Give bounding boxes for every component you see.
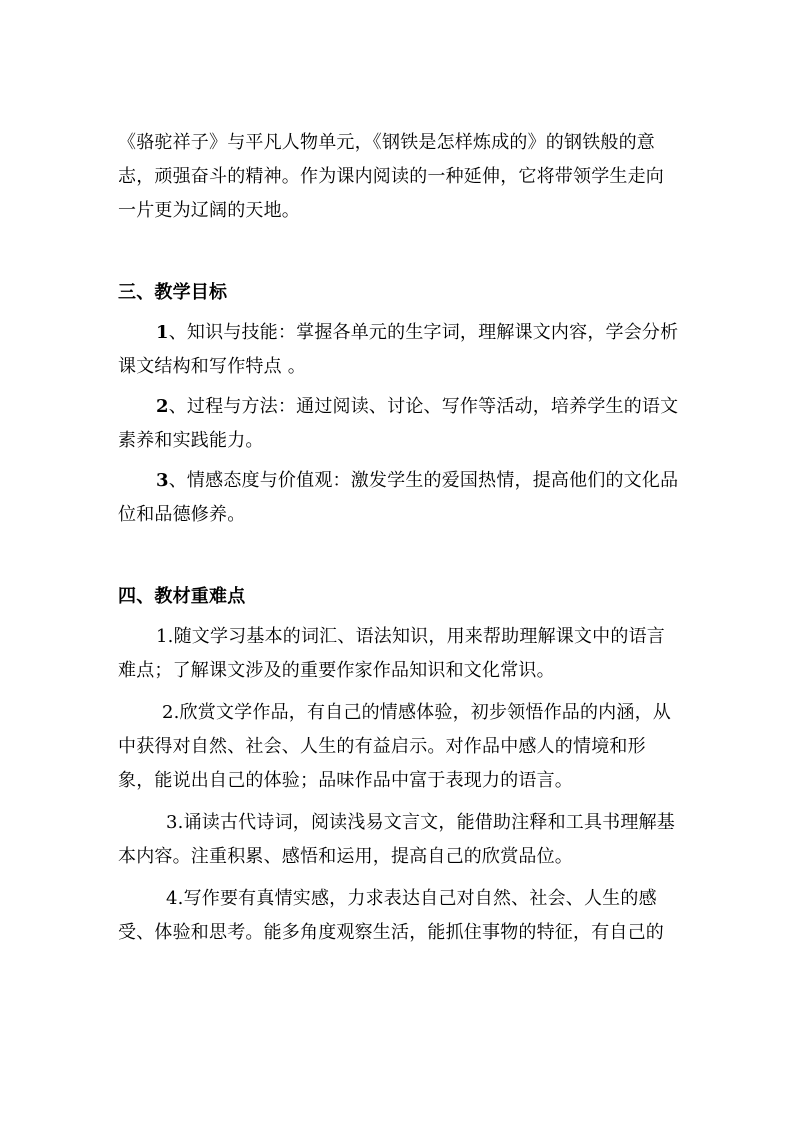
goal-text: 、知识与技能：掌握各单元的生字词，理解课文内容，学会分析课文结构和写作特点 。 [118, 322, 679, 377]
section-heading-key-difficulties: 四、教材重难点 [118, 586, 246, 607]
goal-number: 3 [156, 470, 169, 491]
difficulty-item-2: 2.欣赏文学作品，有自己的情感体验，初步领悟作品的内涵，从中获得对自然、社会、人生的有益启示。对作品中感人的情境和形象，能说出自己的体验；品味作品中富于表现力的语言。 [118, 702, 671, 791]
difficulty-item-4: 4.写作要有真情实感，力求表达自己对自然、社会、人生的感受、体验和思考。能多角度观察生活，能抓住事物的特征，有自己的 [118, 888, 664, 943]
goal-text: 、情感态度与价值观：激发学生的爱国热情，提高他们的文化品位和品德修养。 [118, 470, 679, 525]
section-heading-teaching-goals: 三、教学目标 [118, 282, 228, 303]
goal-number: 2 [156, 396, 169, 417]
goal-number: 1 [156, 322, 169, 343]
goal-item-knowledge [118, 316, 680, 384]
goal-text: 、过程与方法：通过阅读、讨论、写作等活动，培养学生的语文素养和实践能力。 [118, 396, 679, 451]
difficulty-item-1: 1.随文学习基本的词汇、语法知识，用来帮助理解课文中的语言难点；了解课文涉及的重要作家作品知识和文化常识。 [118, 626, 665, 681]
document-page [118, 126, 680, 950]
goal-item-emotion [118, 464, 680, 532]
goal-item-process [118, 390, 680, 458]
difficulty-item-3: 3.诵读古代诗词，阅读浅易文言文，能借助注释和工具书理解基本内容。注重积累、感悟和运用，提高自己的欣赏品位。 [118, 812, 675, 867]
intro-paragraph: 《骆驼祥子》与平凡人物单元，《钢铁是怎样炼成的》的钢铁般的意志，顽强奋斗的精神。作为课内阅读的一种延伸，它将带领学生走向一片更为辽阔的天地。 [118, 132, 664, 221]
